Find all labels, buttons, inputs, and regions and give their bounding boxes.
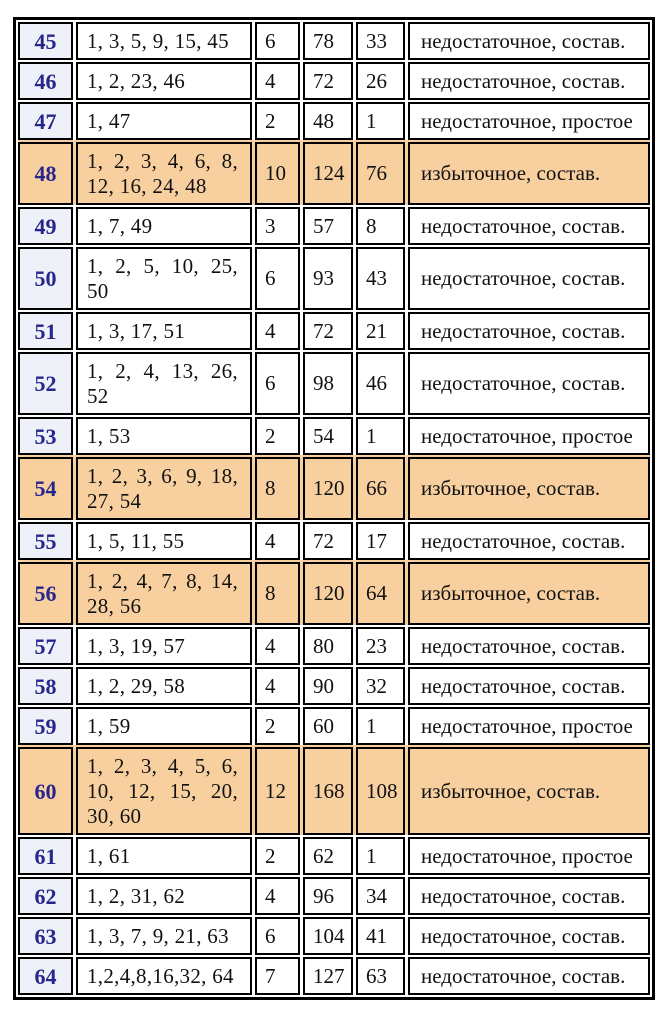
classification-cell (408, 22, 650, 60)
table-row (18, 705, 650, 745)
aliquot-sum-cell (356, 417, 405, 455)
divisor-count-value: 6 (265, 28, 276, 53)
divisors-list: 1, 3, 19, 57 (87, 633, 186, 658)
divisor-count-value: 8 (265, 476, 276, 500)
divisor-count-value: 3 (265, 213, 276, 238)
table-row (18, 520, 650, 560)
aliquot-sum-value: 108 (366, 778, 398, 803)
divisor-sum-value: 80 (313, 633, 334, 658)
classification-cell (408, 747, 650, 835)
divisor-count-value: 4 (265, 68, 276, 93)
classification-text: недостаточное, простое (421, 843, 633, 868)
number-cell (18, 457, 73, 520)
divisors-list: 1, 2, 3, 4, 5, 6, 10, 12, 15, 20, 30, 60 (87, 753, 238, 828)
divisor-sum-value: 168 (313, 778, 345, 803)
number-cell (18, 352, 73, 415)
classification-cell (408, 627, 650, 665)
divisor-count-cell (255, 417, 300, 455)
aliquot-sum-cell (356, 142, 405, 205)
number-cell (18, 207, 73, 245)
divisor-count-value: 12 (265, 778, 286, 803)
table-row (18, 455, 650, 520)
divisors-cell (76, 312, 252, 350)
divisors-list: 1, 7, 49 (87, 213, 153, 238)
table-row (18, 245, 650, 310)
classification-cell (408, 562, 650, 625)
divisor-sum-cell (303, 62, 353, 100)
aliquot-sum-value: 23 (366, 633, 387, 658)
number-value: 54 (34, 476, 57, 501)
number-cell (18, 22, 73, 60)
classification-cell (408, 707, 650, 745)
divisors-list: 1, 53 (87, 423, 131, 448)
divisors-cell (76, 207, 252, 245)
divisors-cell (76, 707, 252, 745)
number-value: 56 (34, 581, 57, 606)
divisors-list: 1, 2, 3, 6, 9, 18, 27, 54 (87, 463, 238, 513)
number-value: 59 (34, 713, 57, 739)
divisor-sum-cell (303, 312, 353, 350)
divisor-count-cell (255, 312, 300, 350)
divisor-count-cell (255, 917, 300, 955)
aliquot-sum-cell (356, 747, 405, 835)
number-cell (18, 102, 73, 140)
divisor-sum-cell (303, 837, 353, 875)
divisor-sum-value: 60 (313, 713, 334, 738)
divisors-table (13, 17, 655, 1000)
aliquot-sum-cell (356, 562, 405, 625)
divisor-count-cell (255, 627, 300, 665)
divisor-count-cell (255, 352, 300, 415)
divisor-sum-cell (303, 352, 353, 415)
divisors-cell (76, 522, 252, 560)
divisor-count-cell (255, 457, 300, 520)
divisor-sum-cell (303, 957, 353, 995)
divisors-cell (76, 247, 252, 310)
divisor-count-value: 2 (265, 108, 276, 133)
classification-cell (408, 142, 650, 205)
number-value: 62 (34, 883, 57, 909)
classification-text: избыточное, состав. (421, 778, 601, 803)
table-row (18, 100, 650, 140)
aliquot-sum-value: 34 (366, 883, 387, 908)
classification-cell (408, 247, 650, 310)
aliquot-sum-value: 63 (366, 963, 387, 988)
number-value: 53 (34, 423, 57, 449)
number-value: 50 (34, 266, 57, 291)
number-value: 57 (34, 633, 57, 659)
number-cell (18, 667, 73, 705)
divisor-sum-cell (303, 522, 353, 560)
table-row (18, 60, 650, 100)
divisor-sum-value: 78 (313, 28, 334, 53)
aliquot-sum-value: 66 (366, 476, 387, 500)
classification-cell (408, 957, 650, 995)
number-value: 46 (34, 68, 57, 94)
classification-text: избыточное, состав. (421, 581, 601, 605)
divisor-count-cell (255, 142, 300, 205)
aliquot-sum-value: 1 (366, 108, 377, 133)
number-cell (18, 837, 73, 875)
aliquot-sum-cell (356, 312, 405, 350)
divisor-sum-cell (303, 747, 353, 835)
divisor-sum-cell (303, 917, 353, 955)
divisor-sum-cell (303, 207, 353, 245)
divisors-list: 1, 2, 3, 4, 6, 8, 12, 16, 24, 48 (87, 148, 238, 198)
divisor-sum-value: 72 (313, 318, 334, 343)
classification-cell (408, 917, 650, 955)
divisor-sum-value: 90 (313, 673, 334, 698)
number-value: 47 (34, 108, 57, 134)
divisor-count-value: 2 (265, 713, 276, 738)
table-row (18, 875, 650, 915)
divisor-count-value: 2 (265, 423, 276, 448)
classification-cell (408, 207, 650, 245)
divisors-cell (76, 62, 252, 100)
divisors-list: 1, 3, 5, 9, 15, 45 (87, 28, 229, 53)
divisors-list: 1, 3, 7, 9, 21, 63 (87, 923, 229, 948)
number-value: 60 (34, 778, 57, 804)
divisor-sum-value: 57 (313, 213, 334, 238)
table-row (18, 415, 650, 455)
divisor-count-cell (255, 877, 300, 915)
divisor-count-value: 2 (265, 843, 276, 868)
divisor-count-value: 7 (265, 963, 276, 988)
divisor-sum-value: 120 (313, 476, 345, 500)
divisors-cell (76, 562, 252, 625)
number-value: 55 (34, 528, 57, 554)
divisor-count-cell (255, 562, 300, 625)
divisor-sum-value: 93 (313, 266, 334, 290)
number-value: 61 (34, 843, 57, 869)
divisors-cell (76, 917, 252, 955)
table-row (18, 310, 650, 350)
divisor-count-value: 6 (265, 923, 276, 948)
classification-cell (408, 62, 650, 100)
classification-text: недостаточное, состав. (421, 673, 626, 698)
aliquot-sum-cell (356, 247, 405, 310)
number-value: 64 (34, 963, 57, 989)
aliquot-sum-value: 1 (366, 423, 377, 448)
number-cell (18, 877, 73, 915)
aliquot-sum-cell (356, 917, 405, 955)
divisors-cell (76, 457, 252, 520)
table-row (18, 915, 650, 955)
divisor-sum-value: 124 (313, 161, 345, 185)
aliquot-sum-value: 64 (366, 581, 387, 605)
divisors-cell (76, 747, 252, 835)
divisor-sum-value: 98 (313, 371, 334, 395)
number-cell (18, 747, 73, 835)
classification-text: недостаточное, состав. (421, 213, 626, 238)
number-value: 58 (34, 673, 57, 699)
divisors-cell (76, 142, 252, 205)
divisors-list: 1, 2, 4, 7, 8, 14, 28, 56 (87, 568, 238, 618)
number-cell (18, 142, 73, 205)
divisor-sum-value: 104 (313, 923, 345, 948)
classification-text: недостаточное, состав. (421, 266, 626, 290)
divisor-count-cell (255, 207, 300, 245)
classification-text: недостаточное, состав. (421, 923, 626, 948)
aliquot-sum-cell (356, 522, 405, 560)
number-cell (18, 522, 73, 560)
divisor-sum-cell (303, 667, 353, 705)
divisor-sum-cell (303, 417, 353, 455)
divisors-list: 1, 2, 29, 58 (87, 673, 186, 698)
aliquot-sum-cell (356, 207, 405, 245)
number-value: 49 (34, 213, 57, 239)
divisors-list: 1, 47 (87, 108, 131, 133)
divisors-list: 1, 2, 31, 62 (87, 883, 186, 908)
divisors-list: 1,2,4,8,16,32, 64 (87, 963, 234, 988)
classification-cell (408, 352, 650, 415)
divisors-list: 1, 2, 23, 46 (87, 68, 186, 93)
divisor-count-cell (255, 707, 300, 745)
aliquot-sum-value: 1 (366, 843, 377, 868)
number-value: 52 (34, 371, 57, 396)
table-row (18, 835, 650, 875)
divisor-count-value: 4 (265, 318, 276, 343)
aliquot-sum-cell (356, 877, 405, 915)
table-row (18, 955, 650, 995)
aliquot-sum-cell (356, 627, 405, 665)
number-cell (18, 917, 73, 955)
divisor-sum-cell (303, 707, 353, 745)
divisor-sum-value: 72 (313, 68, 334, 93)
classification-text: недостаточное, состав. (421, 963, 626, 988)
aliquot-sum-value: 21 (366, 318, 387, 343)
aliquot-sum-cell (356, 707, 405, 745)
aliquot-sum-cell (356, 837, 405, 875)
number-cell (18, 707, 73, 745)
divisor-count-cell (255, 62, 300, 100)
classification-text: недостаточное, состав. (421, 68, 626, 93)
divisors-cell (76, 22, 252, 60)
classification-text: недостаточное, состав. (421, 318, 626, 343)
aliquot-sum-value: 46 (366, 371, 387, 395)
classification-cell (408, 837, 650, 875)
divisors-cell (76, 877, 252, 915)
aliquot-sum-cell (356, 667, 405, 705)
aliquot-sum-cell (356, 457, 405, 520)
divisor-sum-value: 48 (313, 108, 334, 133)
table-row (18, 22, 650, 60)
aliquot-sum-cell (356, 352, 405, 415)
divisors-cell (76, 667, 252, 705)
divisors-list: 1, 2, 4, 13, 26, 52 (87, 358, 238, 408)
divisor-count-cell (255, 247, 300, 310)
divisor-count-value: 4 (265, 528, 276, 553)
divisors-list: 1, 3, 17, 51 (87, 318, 186, 343)
divisor-sum-value: 72 (313, 528, 334, 553)
aliquot-sum-value: 43 (366, 266, 387, 290)
aliquot-sum-value: 1 (366, 713, 377, 738)
divisors-list: 1, 5, 11, 55 (87, 528, 185, 553)
divisor-count-cell (255, 667, 300, 705)
divisor-sum-value: 120 (313, 581, 345, 605)
classification-text: недостаточное, состав. (421, 883, 626, 908)
divisors-cell (76, 102, 252, 140)
table-row (18, 625, 650, 665)
aliquot-sum-value: 32 (366, 673, 387, 698)
divisor-sum-cell (303, 247, 353, 310)
aliquot-sum-cell (356, 62, 405, 100)
aliquot-sum-value: 17 (366, 528, 387, 553)
number-cell (18, 957, 73, 995)
divisor-count-cell (255, 837, 300, 875)
divisor-count-value: 4 (265, 673, 276, 698)
divisors-list: 1, 59 (87, 713, 131, 738)
divisor-sum-cell (303, 457, 353, 520)
divisor-count-value: 4 (265, 633, 276, 658)
divisor-count-cell (255, 22, 300, 60)
divisor-sum-cell (303, 877, 353, 915)
aliquot-sum-cell (356, 22, 405, 60)
divisors-cell (76, 837, 252, 875)
classification-text: недостаточное, состав. (421, 371, 626, 395)
divisor-count-value: 10 (265, 161, 286, 185)
classification-text: недостаточное, простое (421, 713, 633, 738)
divisor-count-value: 8 (265, 581, 276, 605)
divisor-sum-cell (303, 627, 353, 665)
divisor-sum-cell (303, 562, 353, 625)
classification-cell (408, 312, 650, 350)
divisor-count-cell (255, 747, 300, 835)
classification-cell (408, 877, 650, 915)
number-cell (18, 562, 73, 625)
aliquot-sum-value: 76 (366, 161, 387, 185)
aliquot-sum-cell (356, 102, 405, 140)
number-value: 63 (34, 923, 57, 949)
divisor-sum-value: 127 (313, 963, 345, 988)
number-cell (18, 312, 73, 350)
aliquot-sum-value: 33 (366, 28, 387, 53)
divisor-sum-cell (303, 142, 353, 205)
table-row (18, 560, 650, 625)
classification-text: недостаточное, простое (421, 108, 633, 133)
classification-cell (408, 522, 650, 560)
number-cell (18, 627, 73, 665)
divisors-cell (76, 957, 252, 995)
classification-text: недостаточное, состав. (421, 528, 626, 553)
divisor-count-cell (255, 102, 300, 140)
classification-text: недостаточное, состав. (421, 28, 626, 53)
divisors-list: 1, 61 (87, 843, 131, 868)
table-row (18, 205, 650, 245)
number-cell (18, 62, 73, 100)
aliquot-sum-value: 41 (366, 923, 387, 948)
classification-text: недостаточное, состав. (421, 633, 626, 658)
divisor-count-value: 4 (265, 883, 276, 908)
divisor-sum-value: 96 (313, 883, 334, 908)
divisor-count-cell (255, 522, 300, 560)
aliquot-sum-value: 8 (366, 213, 377, 238)
divisors-cell (76, 627, 252, 665)
classification-cell (408, 667, 650, 705)
number-value: 45 (34, 28, 57, 54)
divisor-sum-value: 62 (313, 843, 334, 868)
aliquot-sum-cell (356, 957, 405, 995)
divisor-count-value: 6 (265, 266, 276, 290)
divisors-cell (76, 352, 252, 415)
table-row (18, 745, 650, 835)
divisor-sum-cell (303, 22, 353, 60)
divisor-sum-value: 54 (313, 423, 334, 448)
number-value: 48 (34, 161, 57, 186)
number-cell (18, 417, 73, 455)
divisor-count-cell (255, 957, 300, 995)
table-row (18, 665, 650, 705)
classification-cell (408, 457, 650, 520)
divisor-sum-cell (303, 102, 353, 140)
classification-text: избыточное, состав. (421, 476, 601, 500)
aliquot-sum-value: 26 (366, 68, 387, 93)
classification-text: избыточное, состав. (421, 161, 601, 185)
table-row (18, 140, 650, 205)
number-value: 51 (34, 318, 57, 344)
classification-text: недостаточное, простое (421, 423, 633, 448)
divisors-cell (76, 417, 252, 455)
classification-cell (408, 417, 650, 455)
table-row (18, 350, 650, 415)
divisor-count-value: 6 (265, 371, 276, 395)
number-cell (18, 247, 73, 310)
classification-cell (408, 102, 650, 140)
divisors-list: 1, 2, 5, 10, 25, 50 (87, 253, 238, 303)
